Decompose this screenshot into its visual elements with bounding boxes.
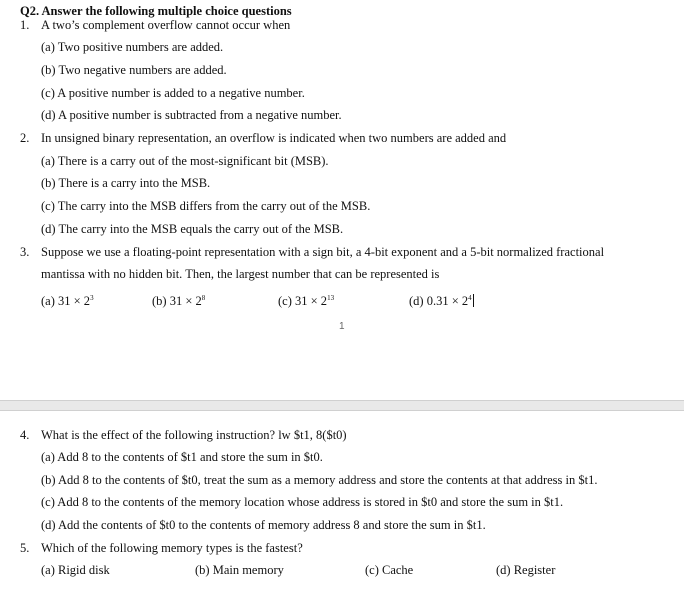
- question-1-text: A two’s complement overflow cannot occur when: [41, 18, 291, 32]
- question-1-option-d: (d) A positive number is subtracted from a negative number.: [41, 108, 342, 122]
- question-4-number: 4.: [20, 428, 30, 442]
- question-3-option-c: (c) $31 \times 2^{13}$: [278, 294, 335, 308]
- question-3-number: 3.: [20, 245, 30, 259]
- question-3-text-line2: mantissa with no hidden bit. Then, the largest number that can be represented is: [41, 267, 440, 281]
- question-1-option-c: (c) A positive number is added to a negative number.: [41, 86, 305, 100]
- question-2-number: 2.: [20, 131, 30, 145]
- question-2-option-b: (b) There is a carry into the MSB.: [41, 176, 211, 190]
- question-3-option-d: (d) $0.31 \times 2^4$: [409, 294, 472, 308]
- question-1-option-a: (a) Two positive numbers are added.: [41, 40, 224, 54]
- page-number: 1: [339, 321, 345, 332]
- question-4-text: What is the effect of the following instruction? lw $t1, 8($t0): [41, 428, 347, 442]
- question-5-option-b: (b) Main memory: [195, 563, 284, 577]
- page-separator: [0, 400, 684, 411]
- question-5-number: 5.: [20, 541, 30, 555]
- question-2-option-c: (c) The carry into the MSB differs from the carry out of the MSB.: [41, 199, 371, 213]
- question-4-option-c: (c) Add 8 to the contents of the memory location whose address is stored in $t0 and store the sum in $t1.: [41, 495, 564, 509]
- section-title: Q2. Answer the following multiple choice questions: [20, 4, 292, 18]
- question-5-option-a: (a) Rigid disk: [41, 563, 110, 577]
- question-2-option-d: (d) The carry into the MSB equals the carry out of the MSB.: [41, 222, 344, 236]
- question-3-option-b: (b) $31 \times 2^8$: [152, 294, 206, 308]
- question-4-option-d: (d) Add the contents of $t0 to the contents of memory address 8 and store the sum in $t1.: [41, 518, 486, 532]
- question-5-option-d: (d) Register: [496, 563, 556, 577]
- question-3-option-a: (a) $31 \times 2^3$: [41, 294, 94, 308]
- question-1-number: 1.: [20, 18, 30, 32]
- question-3-text-line1: Suppose we use a floating-point representation with a sign bit, a 4-bit exponent and a 5-bit normalized fractional: [41, 245, 605, 259]
- question-2-text: In unsigned binary representation, an overflow is indicated when two numbers are added and: [41, 131, 507, 145]
- question-5-text: Which of the following memory types is the fastest?: [41, 541, 303, 555]
- question-4-option-a: (a) Add 8 to the contents of $t1 and store the sum in $t0.: [41, 450, 323, 464]
- text-cursor: [473, 294, 474, 307]
- question-5-option-c: (c) Cache: [365, 563, 414, 577]
- question-4-option-b: (b) Add 8 to the contents of $t0, treat the sum as a memory address and store the contents at that address in $t1.: [41, 473, 598, 487]
- question-2-option-a: (a) There is a carry out of the most-significant bit (MSB).: [41, 154, 329, 168]
- question-1-option-b: (b) Two negative numbers are added.: [41, 63, 227, 77]
- document-page-2: [0, 411, 684, 593]
